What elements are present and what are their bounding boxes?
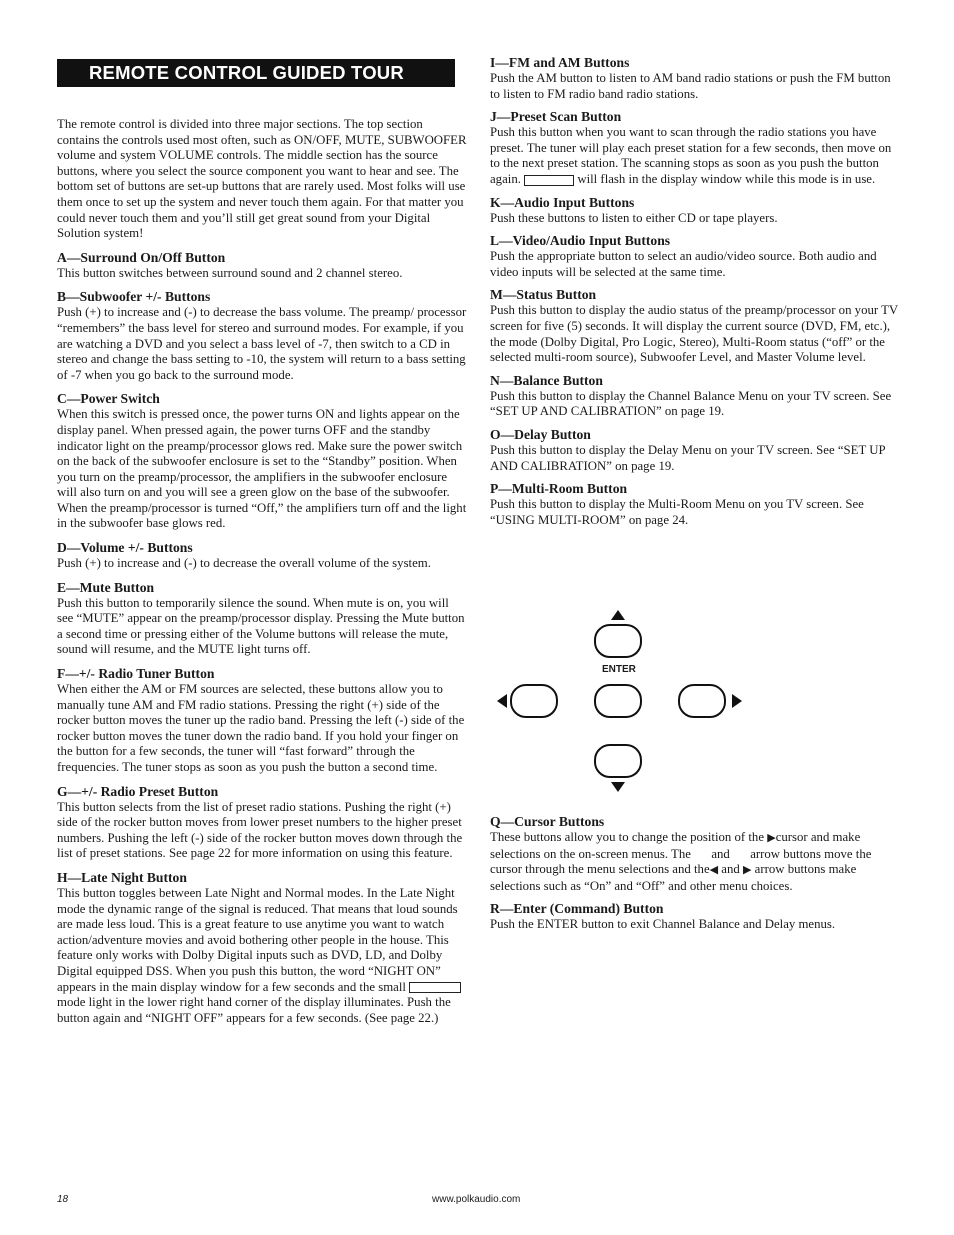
right-column	[490, 55, 900, 535]
section-title: I—FM and AM Buttons	[490, 55, 630, 70]
arrow-right-icon: ▶	[742, 864, 752, 877]
section	[57, 540, 467, 572]
section-body-part: cursor and make selections on the on-screen menus. The	[490, 830, 861, 861]
section-body: Push this button to display the Multi-Room Menu on you TV screen. See “USING MULTI-ROOM” on page 24.	[490, 497, 864, 527]
section	[490, 195, 900, 227]
section-title: N—Balance Button	[490, 372, 603, 388]
section-j	[490, 109, 900, 187]
section-body-part: This button toggles between Late Night and Normal modes. In the Late Night mode the dynamic range of the signal is reduced. That means that loud sounds are made less loud. This is a great feature to use anytime you want to watch action/adventure movies and avoid bothering other people in the house. This feature only works with Dolby Digital inputs such as DVD, LD, and Dolby Digital equipped DSS. When you push this button, the word “NIGHT ON” appears in the main display window for a few seconds and the small	[57, 885, 458, 994]
section-body	[57, 886, 467, 1026]
section-body: Push this button to display the Delay Menu on your TV screen. See “SET UP AND CALIBRATION” on page 19.	[490, 442, 886, 473]
section-body-part: and	[721, 862, 740, 877]
right-sections	[490, 195, 900, 529]
page-number: 18	[57, 1194, 69, 1205]
section-body: This button selects from the list of preset radio stations. Pushing the right (+) side of the rocker button moves from lower preset numbers to the higher preset numbers. Pushing the left (-) side of the rocker button moves down through the list of preset stations. See page 22 for more information on using this feature.	[57, 799, 463, 861]
section-body: When either the AM or FM sources are selected, these buttons allow you to manually tune AM and FM radio stations. Pressing the right (+) side of the rocker button moves the tuner up the radio band. Pressing the left (-) side of the rocker button moves the tuner down the radio band. If you hold your finger on the button for a few seconds, the tuner will “fast forward” through the frequencies. The tuner stops as soon as you push the button a second time.	[57, 682, 465, 774]
cursor-buttons-diagram	[490, 605, 750, 795]
section	[490, 233, 900, 280]
enter-button[interactable]	[594, 684, 642, 718]
enter-label: ENTER	[602, 664, 636, 675]
cursor-up-button[interactable]	[594, 624, 642, 658]
section-title: H—Late Night Button	[57, 869, 187, 885]
cursor-down-button[interactable]	[594, 744, 642, 778]
night-mode-light-box	[409, 982, 461, 993]
arrow-right-icon	[732, 694, 742, 708]
section-body: Push the ENTER button to exit Channel Balance and Delay menus.	[490, 917, 836, 932]
section-title: J—Preset Scan Button	[490, 109, 622, 125]
section-body: Push the AM button to listen to AM band radio stations or push the FM button to listen to FM radio band radio stations.	[490, 71, 891, 101]
section-body: Push the appropriate button to select an audio/video source. Both audio and video inputs will be selected at the same time.	[490, 249, 877, 279]
section-body-part: arrow buttons move the cursor through the menu selections and the	[490, 846, 872, 877]
section	[490, 481, 900, 528]
section-title: C—Power Switch	[57, 391, 160, 407]
arrow-left-icon	[497, 694, 507, 708]
section-title: P—Multi-Room Button	[490, 481, 628, 497]
section-title: Q—Cursor Buttons	[490, 814, 605, 829]
section	[490, 427, 900, 474]
section-body: Push (+) to increase and (-) to decrease the bass volume. The preamp/ processor “remembers” the bass level for stereo and surround modes. For example, if you are watching a DVD and you select a bass level of -7, then switch to a CD in stereo and change the bass setting to -10, the system will return to a bass setting of -7 when you go back to the surround mode.	[57, 305, 467, 382]
section-body: Push these buttons to listen to either CD or tape players.	[490, 210, 778, 225]
section-title: K—Audio Input Buttons	[490, 194, 635, 210]
arrow-left-icon: ◀	[709, 864, 719, 877]
section-body-part: will flash in the display window while this mode is in use.	[577, 171, 876, 186]
scan-indicator-box	[524, 175, 574, 186]
section-body-part: mode light in the lower right hand corner of the display illuminates. Push the button again and “NIGHT OFF” appears for a few seconds. (See page 22.)	[57, 995, 451, 1025]
left-column	[57, 117, 467, 1034]
section	[57, 666, 467, 776]
section-body: Push this button to display the Channel Balance Menu on your TV screen. See “SET UP AND CALIBRATION” on page 19.	[490, 388, 892, 419]
cursor-right-button[interactable]	[678, 684, 726, 718]
section-body-part: These buttons allow you to change the position of the	[490, 830, 765, 844]
section-title: D—Volume +/- Buttons	[57, 540, 193, 556]
section-body: Push (+) to increase and (-) to decrease the overall volume of the system.	[57, 556, 431, 571]
arrow-down-icon	[611, 782, 625, 792]
section-body-part: and	[711, 846, 730, 861]
intro-paragraph: The remote control is divided into three major sections. The top section contains the controls used most often, such as ON/OFF, MUTE, SUBWOOFER volume and system VOLUME controls. The middle section has the source buttons, where you select the source component you want to hear and see. The bottom set of buttons are set-up buttons that are rarely used. Most folks will use them once to set up the system and never touch them again. For that matter you could never touch them and you’ll still get great sound from your Digital Solution system!	[57, 117, 467, 241]
section-title: R—Enter (Command) Button	[490, 901, 664, 917]
section	[490, 55, 900, 102]
arrow-up-icon	[611, 610, 625, 620]
section-body-part: Push this button when you want to scan through the radio stations you have preset. The tuner will play each preset station for a few seconds, then move on to the next preset station. The scanning stops as soon as you push the button again.	[490, 125, 892, 186]
section-body-part: arrow buttons make selections such as “On” and “Off” and other menu choices.	[490, 862, 857, 893]
section-body: Push this button to display the audio status of the preamp/processor on your TV screen for five (5) seconds. It will display the current source (DVD, FM, etc.), the mode (Dolby Digital, Pro Logic, Stereo), Multi-Room status (“off” or the selected multi-room source), Subwoofer Level, and Master Volume level.	[490, 303, 898, 365]
section-body: When this switch is pressed once, the power turns ON and lights appear on the display panel. When pressed again, the power turns OFF and the standby indicator light on the preamp/processor glows red. Make sure the power switch on the back of the subwoofer enclosure is set to the “Standby” position. When you turn on the preamp/processor, the amplifiers in the subwoofer enclosure will also turn on and you will see a green glow on the base of the subwoofer. When the preamp/processor is turned “Off,” the amplifiers turn off and the light in the subwoofer base glows red.	[57, 407, 467, 531]
section	[57, 580, 467, 658]
section-title: O—Delay Button	[490, 426, 591, 442]
section-h	[57, 870, 467, 1026]
section-title: F—+/- Radio Tuner Button	[57, 666, 215, 682]
section-body: This button switches between surround sound and 2 channel stereo.	[57, 265, 403, 280]
section-title: M—Status Button	[490, 287, 597, 303]
footer-url: www.polkaudio.com	[432, 1194, 521, 1205]
section	[57, 784, 467, 862]
cursor-left-button[interactable]	[510, 684, 558, 718]
section-body	[490, 125, 900, 187]
section	[490, 287, 900, 365]
section	[57, 391, 467, 532]
section	[57, 250, 467, 282]
section-title: L—Video/Audio Input Buttons	[490, 233, 671, 249]
section-title: A—Surround On/Off Button	[57, 249, 226, 265]
section-title: G—+/- Radio Preset Button	[57, 783, 219, 799]
section-body	[490, 830, 900, 894]
section	[490, 373, 900, 420]
section-header-bar	[57, 59, 455, 87]
right-column-lower	[490, 814, 900, 940]
section-title: B—Subwoofer +/- Buttons	[57, 289, 211, 305]
section-body: Push this button to temporarily silence the sound. When mute is on, you will see “MUTE” appear on the preamp/processor display. Pressing the Mute button a second time or pressing either of the Volume buttons will release the mute, sound will resume, and the MUTE light turns off.	[57, 595, 465, 657]
section-q	[490, 814, 900, 894]
right-sections	[490, 55, 900, 102]
section-title: E—Mute Button	[57, 579, 155, 595]
page-title: REMOTE CONTROL GUIDED TOUR	[89, 62, 404, 83]
section-r	[490, 901, 900, 933]
section	[57, 289, 467, 383]
arrow-right-icon: ▶	[767, 832, 776, 844]
left-sections	[57, 250, 467, 862]
